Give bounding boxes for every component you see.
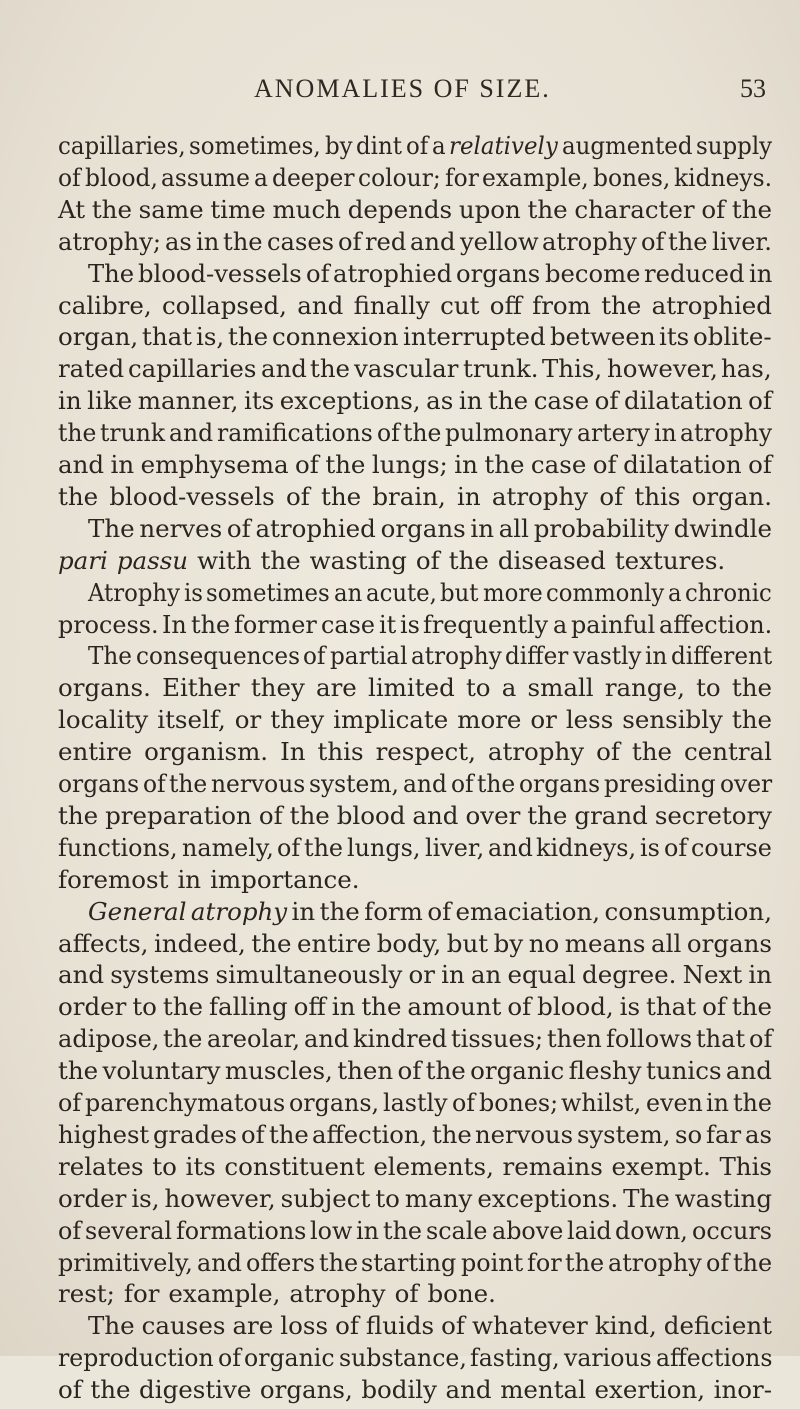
text-line: Atrophy is sometimes an acute, but more commonly a chronic [88,577,772,607]
text-line: primitively, and offers the starting point for the atrophy of the [58,1247,772,1277]
text-line: affects, indeed, the entire body, but by no means all organs [58,928,772,958]
text-line: adipose, the areolar, and kindred tissues; then follows that of [58,1024,772,1054]
text-line: locality itself, or they implicate more or less sensibly the [58,705,772,735]
text-line: pari passu with the wasting of the diseased textures. [58,545,726,575]
text-line: the voluntary muscles, then of the organic fleshy tunics and [58,1056,772,1086]
text-line: The causes are loss of fluids of whatever kind, deficient [88,1311,772,1341]
text-line: rated capillaries and the vascular trunk. This, however, has, [58,354,772,384]
text-line: The blood-vessels of atrophied organs become reduced in [88,258,772,288]
text-line: The consequences of partial atrophy differ vastly in different [88,641,772,671]
text-line: atrophy; as in the cases of red and yellow atrophy of the liver. [58,226,772,256]
page-header [0,74,800,114]
text-line: General atrophy in the form of emaciation, consumption, [88,896,772,926]
page-number: 53 [740,74,766,103]
text-line: functions, namely, of the lungs, liver, and kidneys, is of course [58,832,772,862]
text-line: of blood, assume a deeper colour; for example, bones, kidneys. [58,162,772,192]
text-line: highest grades of the affection, the nervous system, so far as [58,1119,772,1149]
text-line: capillaries, sometimes, by dint of a relatively augmented supply [58,131,772,160]
text-line: organ, that is, the connexion interrupted between its oblite- [58,322,772,352]
text-line: organs. Either they are limited to a small range, to the [58,673,772,703]
text-line: order is, however, subject to many exceptions. The wasting [58,1183,772,1213]
text-line: and systems simultaneously or in an equal degree. Next in [58,960,772,990]
text-line: order to the falling off in the amount of blood, is that of the [58,992,772,1022]
text-line: the preparation of the blood and over the grand secretory [58,800,772,830]
text-line: the trunk and ramifications of the pulmonary artery in atrophy [58,418,772,448]
text-line: entire organism. In this respect, atrophy of the central [58,737,772,767]
text-line: calibre, collapsed, and finally cut off from the atrophied [58,290,772,320]
text-line: At the same time much depends upon the character of the [58,194,772,224]
text-line: relates to its constituent elements, remains exempt. This [58,1151,772,1181]
text-line: process. In the former case it is frequently a painful affection. [58,609,772,639]
text-line: the blood-vessels of the brain, in atrophy of this organ. [58,481,772,511]
text-line: and in emphysema of the lungs; in the case of dilatation of [58,450,772,479]
text-line: foremost in importance. [58,864,360,894]
text-line: organs of the nervous system, and of the organs presiding over [58,769,772,798]
text-line: rest; for example, atrophy of bone. [58,1279,496,1309]
text-line: The nerves of atrophied organs in all probability dwindle [88,513,772,543]
text-line: of the digestive organs, bodily and mental exertion, inor- [58,1375,772,1405]
text-line: in like manner, its exceptions, as in the case of dilatation of [58,386,772,416]
text-line: of several formations low in the scale above laid down, occurs [58,1215,772,1245]
text-line: of parenchymatous organs, lastly of bones; whilst, even in the [58,1088,772,1117]
running-title: ANOMALIES OF SIZE. [254,74,551,103]
text-line: reproduction of organic substance, fasting, various affections [58,1343,772,1373]
